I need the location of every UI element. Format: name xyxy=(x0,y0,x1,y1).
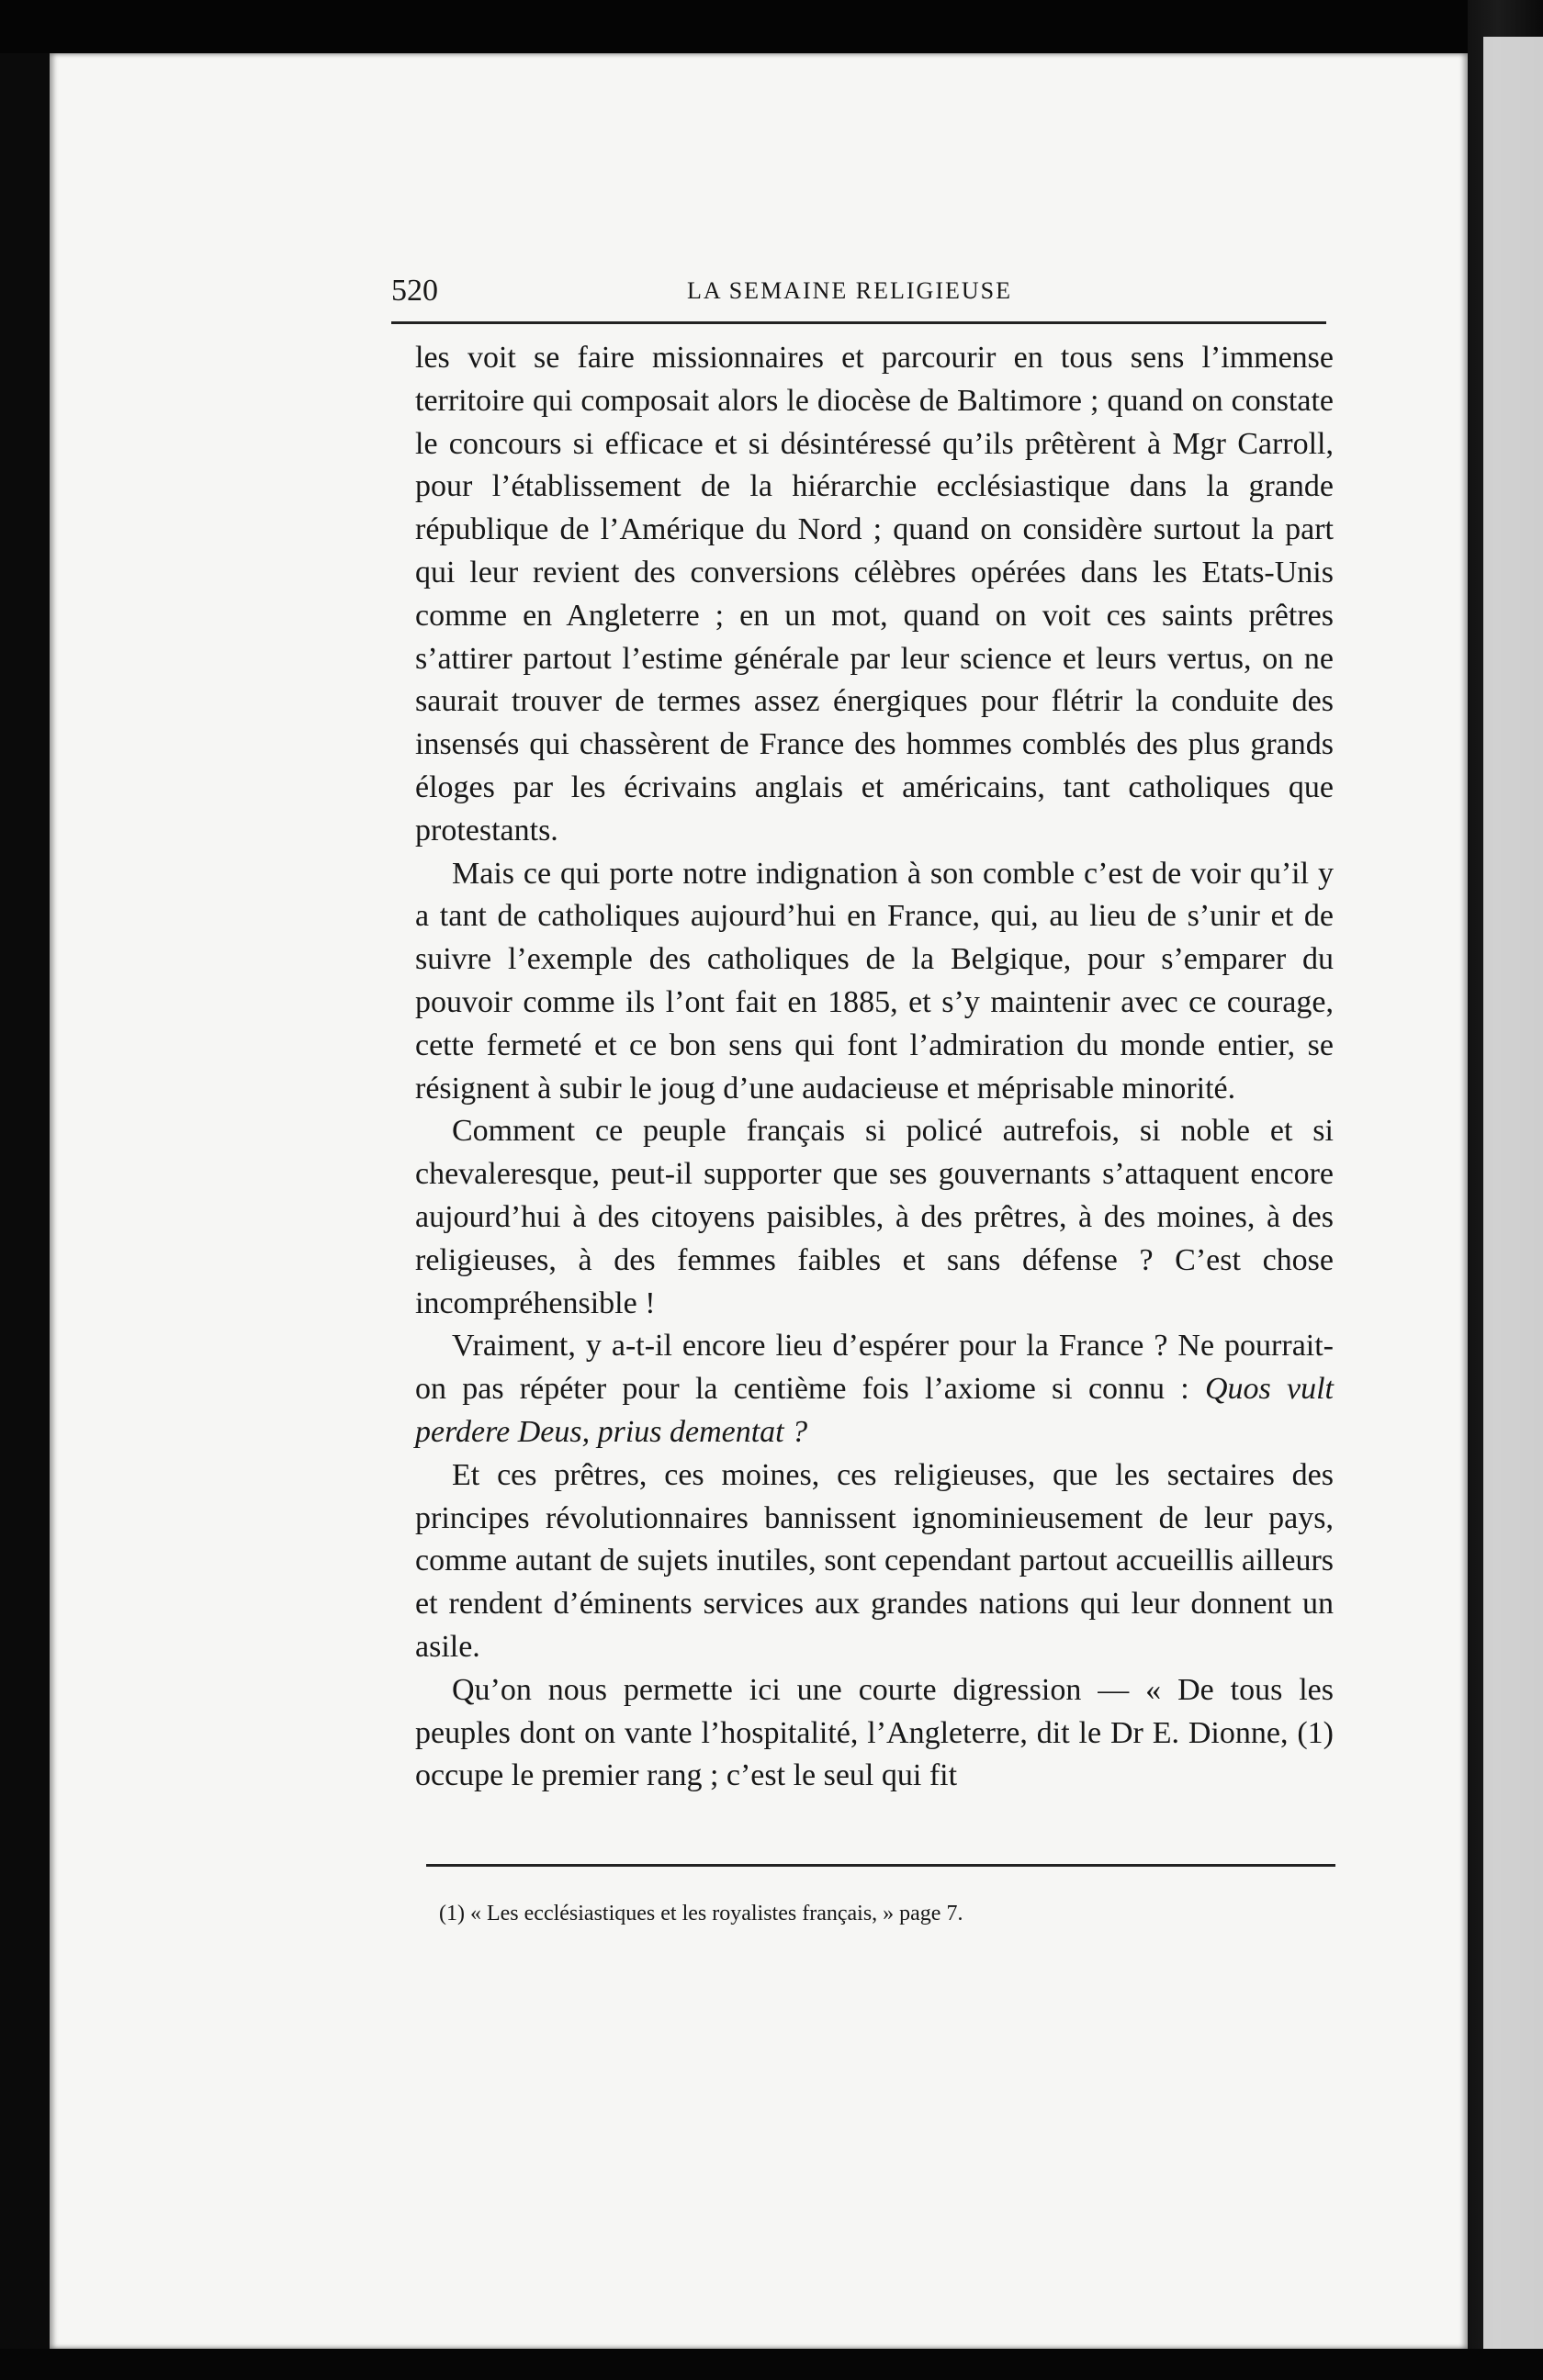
header-rule xyxy=(391,321,1326,324)
axiom-lead: Vraiment, y a-t-il encore lieu d’espérer pour la France ? Ne pourrait-on pas répéter pour la centième fois l’axiome si connu : xyxy=(415,1329,1334,1407)
film-border-top xyxy=(0,0,1543,53)
paragraph-axiom xyxy=(415,1325,1334,1454)
film-border-bottom xyxy=(0,2349,1543,2380)
latin-quote: Quos vult perdere Deus, prius dementat ? xyxy=(415,1372,1334,1449)
page-number: 520 xyxy=(391,274,438,308)
running-title: LA SEMAINE RELIGIEUSE xyxy=(687,277,1012,304)
page-content xyxy=(375,274,1339,1927)
body-text xyxy=(415,337,1334,1798)
paragraph: Comment ce peuple français si policé autrefois, si noble et si chevaleresque, peut-il supporter que ses gouvernants s’attaquent encore aujourd’hui à des citoyens paisibles, à des prêtres, à des moines, à des religieuses, à des femmes faibles et sans défense ? C’est chose incompréhensible ! xyxy=(415,1114,1334,1320)
scanned-page xyxy=(50,53,1468,2349)
adjacent-page-edge xyxy=(1483,37,1543,2369)
page-header xyxy=(375,274,1339,321)
footnote: (1) « Les ecclésiastiques et les royalistes français, » page 7. xyxy=(439,1902,963,1926)
footnote-rule xyxy=(426,1864,1335,1867)
paragraph: Mais ce qui porte notre indignation à son comble c’est de voir qu’il y a tant de catholiques aujourd’hui en France, qui, au lieu de s’unir et de suivre l’exemple des catholiques de la Belgique, pour s’emparer du pouvoir comme ils l’ont fait en 1885, et s’y maintenir avec ce courage, cette fermeté et ce bon sens qui font l’admiration du monde entier, se résignent à subir le joug d’une audacieuse et méprisable minorité. xyxy=(415,856,1334,1106)
paragraph: Et ces prêtres, ces moines, ces religieuses, que les sectaires des principes révolutionnaires bannissent ignominieusement de leur pays, comme autant de sujets inutiles, sont cependant partout accueillis ailleurs et rendent d’éminents services aux grandes nations qui leur donnent un asile. xyxy=(415,1457,1334,1664)
paragraph: les voit se faire missionnaires et parcourir en tous sens l’immense territoire qui composait alors le diocèse de Baltimore ; quand on constate le concours si efficace et si désintéressé qu’ils prêtèrent à Mgr Carroll, pour l’établissement de la hiérarchie ecclésiastique dans la grande république de l’Amérique du Nord ; quand on considère surtout la part qui leur revient des conversions célèbres opérées dans les Etats-Unis comme en Angleterre ; en un mot, quand on voit ces saints prêtres s’attirer partout l’estime générale par leur science et leurs vertus, on ne saurait trouver de termes assez énergiques pour flétrir la conduite des insensés qui chassèrent de France des hommes comblés des plus grands éloges par les écrivains anglais et américains, tant catholiques que protestants. xyxy=(415,341,1334,848)
paragraph: Qu’on nous permette ici une courte digression — « De tous les peuples dont on vante l’hospitalité, l’Angleterre, dit le Dr E. Dionne, (1) occupe le premier rang ; c’est le seul qui fit xyxy=(415,1672,1334,1793)
